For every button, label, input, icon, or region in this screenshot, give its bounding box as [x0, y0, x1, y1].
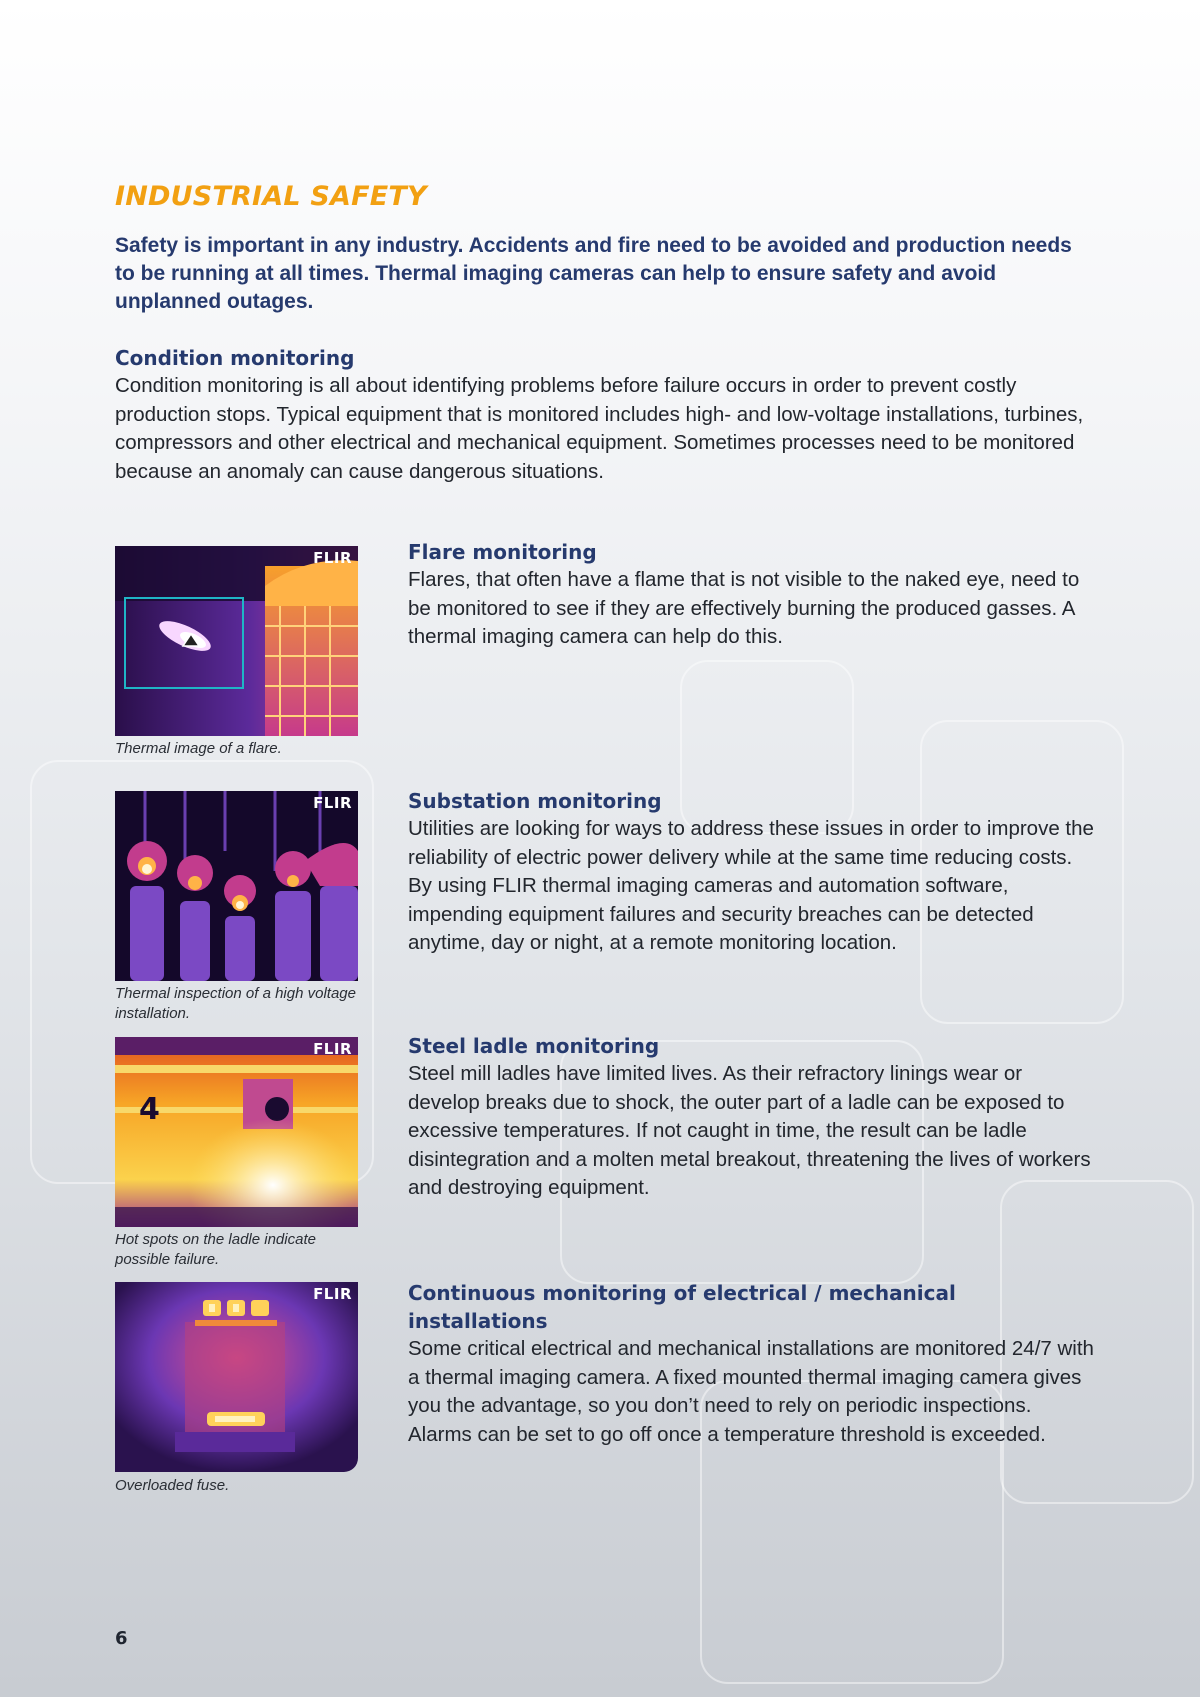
substation-monitoring-body: Utilities are looking for ways to address these issues in order to improve the reliability of electric power delivery while at the same time reducing costs. By using FLIR thermal imaging cameras and automation software, impending equipment failures and security breaches can be detected anytime, day or night, at a remote monitoring location. [408, 817, 1094, 954]
substation-thermal-image [115, 791, 358, 981]
flare-monitoring-heading: Flare monitoring [408, 540, 597, 564]
ladle-thermal-image [115, 1037, 358, 1227]
flir-logo: FLIR [313, 549, 352, 567]
ladle-caption: Hot spots on the ladle indicate possible failure. [115, 1231, 316, 1268]
continuous-monitoring-section [408, 1279, 1098, 1449]
flir-logo: FLIR [313, 1285, 352, 1303]
flare-caption: Thermal image of a flare. [115, 740, 282, 757]
substation-monitoring-section [408, 787, 1098, 958]
flare-thermal-image [115, 546, 358, 736]
flare-monitoring-section [408, 538, 1098, 652]
flir-logo: FLIR [313, 794, 352, 812]
steel-ladle-monitoring-heading: Steel ladle monitoring [408, 1034, 660, 1058]
substation-monitoring-heading: Substation monitoring [408, 789, 662, 813]
fuse-caption: Overloaded fuse. [115, 1477, 230, 1494]
steel-ladle-monitoring-section [408, 1032, 1098, 1203]
flir-logo: FLIR [313, 1040, 352, 1058]
page-number: 6 [115, 1628, 128, 1649]
condition-monitoring-heading: Condition monitoring [115, 346, 355, 370]
page-title: INDUSTRIAL SAFETY [115, 181, 427, 212]
steel-ladle-monitoring-body: Steel mill ladles have limited lives. As their refractory linings wear or develop breaks due to shock, the outer part of a ladle can be exposed to excessive temperatures. If not caught in time, the result can be ladle disintegration and a molten metal breakout, threatening the lives of workers and destroying equipment. [408, 1062, 1091, 1199]
continuous-monitoring-heading: Continuous monitoring of electrical / mechanical installations [408, 1281, 956, 1333]
substation-caption: Thermal inspection of a high voltage installation. [115, 985, 356, 1022]
condition-monitoring-body: Condition monitoring is all about identifying problems before failure occurs in order to prevent costly production stops. Typical equipment that is monitored includes high- and low-voltage installations, turbines, compressors and other electrical and mechanical equipment. Sometimes processes need to be monitored because an anomaly can cause dangerous situations. [115, 374, 1084, 483]
condition-monitoring-section [115, 344, 1095, 486]
ladle-number: 4 [139, 1092, 160, 1127]
continuous-monitoring-body: Some critical electrical and mechanical installations are monitored 24/7 with a thermal imaging camera. A fixed mounted thermal imaging camera gives you the advantage, so you don’t need to rely on periodic inspections. Alarms can be set to go off once a temperature threshold is exceeded. [408, 1337, 1094, 1446]
fuse-thermal-image [115, 1282, 358, 1472]
intro-paragraph: Safety is important in any industry. Accidents and fire need to be avoided and production needs to be running at all times. Thermal imaging cameras can help to ensure safety and avoid unplanned outages. [115, 234, 1072, 313]
flare-monitoring-body: Flares, that often have a flame that is not visible to the naked eye, need to be monitored to see if they are effectively burning the produced gasses. A thermal imaging camera can help do this. [408, 568, 1080, 648]
